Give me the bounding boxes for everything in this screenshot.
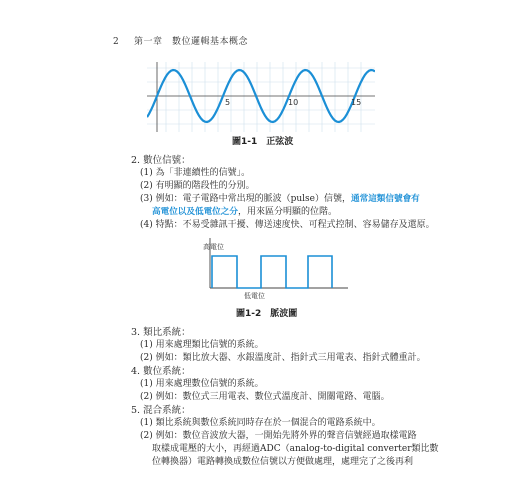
section4-item-2: (2) 例如：數位式三用電表、數位式溫度計、開關電路、電腦。: [140, 392, 390, 402]
section3-item-1: (1) 用來處理類比信號的系統。: [140, 340, 264, 350]
section4-heading: 4. 數位系統：: [131, 366, 191, 377]
section2-item-3-text: (3) 例如：電子電路中常出現的脈波（pulse）信號，: [140, 194, 351, 204]
figure2-caption: 圖1-2 脈波圖: [236, 309, 298, 319]
low-level-label: 低電位: [244, 292, 265, 300]
figure1-caption: 圖1-1 正弦波: [232, 137, 294, 147]
page-header: [113, 34, 248, 47]
section4-item-1: (1) 用來處理數位信號的系統。: [140, 379, 264, 389]
pulse-train: [212, 256, 332, 288]
section3-heading: 3. 類比系統：: [131, 327, 191, 338]
section5-item-1: (1) 類比系統與數位系統同時存在於一個混合的電路系統中。: [140, 418, 381, 428]
section3-item-2: (2) 例如：類比放大器、水銀溫度計、指針式三用電表、指針式體重計。: [140, 353, 426, 363]
section2-item-4: (4) 特點：不易受雜訊干擾、傳送速度快、可程式控制、容易儲存及還原。: [140, 220, 435, 230]
tick-label-10: 10: [288, 98, 299, 107]
tick-label-15: 15: [351, 98, 362, 107]
section2-item-2: (2) 有明顯的階段性的分別。: [140, 181, 255, 191]
pulse-wave-figure: [200, 236, 350, 302]
high-level-label: 高電位: [203, 243, 224, 251]
chapter-title: 第一章 數位邏輯基本概念: [133, 37, 248, 47]
sine-wave-figure: [147, 62, 375, 134]
section2-item-3: [140, 193, 420, 206]
section5-item-2-cont-1: 取樣成電壓的大小，再經過ADC（analog-to-digital converter類比數: [152, 444, 439, 454]
section2-item-3-highlight-a: 通常這類信號會有: [351, 194, 420, 204]
section2-item-3-highlight-b: 高電位以及低電位之分: [152, 207, 238, 217]
page-number: 2: [113, 37, 120, 47]
section2-heading: 2. 數位信號：: [131, 155, 191, 166]
section5-item-2-cont-2: 位轉換器）電路轉換成數位信號以方便做處理，處理完了之後再利: [152, 457, 414, 467]
section2-item-1: (1) 為「非連續性的信號」。: [140, 168, 251, 178]
section5-item-2: (2) 例如：數位音波放大器，一開始先將外界的聲音信號經過取樣電路: [140, 431, 417, 441]
section2-item-3-cont: [152, 206, 337, 219]
section2-item-3-tail: ，用來區分明顯的位階。: [237, 207, 337, 217]
section5-heading: 5. 混合系統：: [131, 405, 191, 416]
tick-label-5: 5: [225, 98, 231, 107]
